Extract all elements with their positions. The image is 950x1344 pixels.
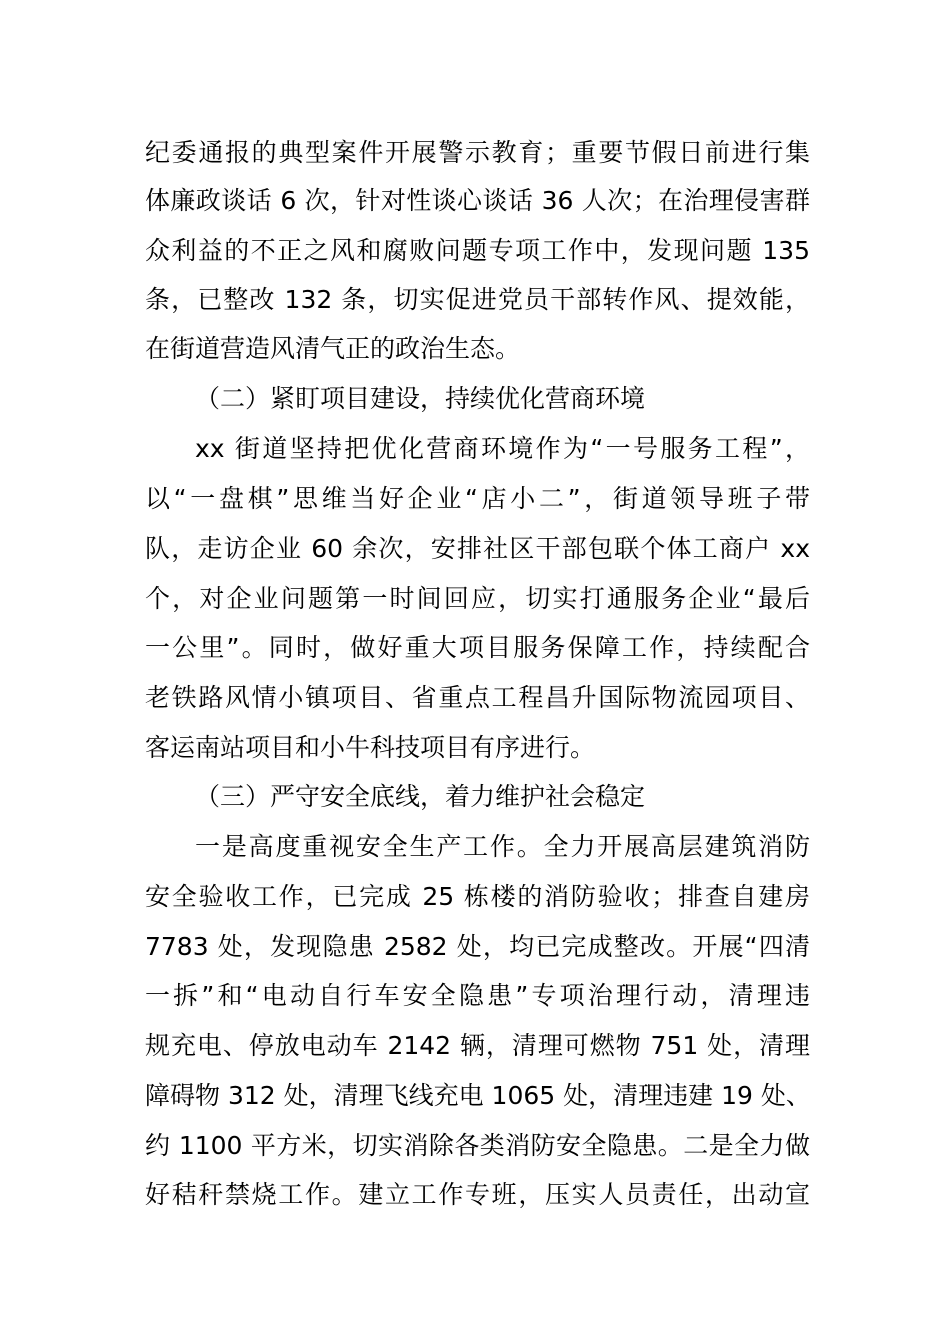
section-heading: （二）紧盯项目建设，持续优化营商环境 (195, 384, 646, 413)
text-line: 个，对企业问题第一时间回应，切实打通服务企业“最后 (145, 584, 810, 613)
section-heading: （三）严守安全底线，着力维护社会稳定 (195, 782, 646, 811)
text-line: 7783 处，发现隐患 2582 处，均已完成整改。开展“四清 (145, 932, 810, 961)
text-line: 安全验收工作，已完成 25 栋楼的消防验收；排查自建房 (145, 882, 810, 911)
text-line: 以“一盘棋”思维当好企业“店小二”，街道领导班子带 (145, 484, 810, 513)
text-line: 条，已整改 132 条，切实促进党员干部转作风、提效能， (145, 285, 810, 314)
text-line: 队，走访企业 60 余次，安排社区干部包联个体工商户 xx (145, 534, 810, 563)
text-line: 客运南站项目和小牛科技项目有序进行。 (145, 733, 596, 762)
text-line: 规充电、停放电动车 2142 辆，清理可燃物 751 处，清理 (145, 1031, 810, 1060)
text-line: 纪委通报的典型案件开展警示教育；重要节假日前进行集 (145, 138, 810, 167)
text-line: 老铁路风情小镇项目、省重点工程昌升国际物流园项目、 (145, 683, 810, 712)
text-line: 一是高度重视安全生产工作。全力开展高层建筑消防 (195, 832, 810, 861)
text-line: 好秸秆禁烧工作。建立工作专班，压实人员责任，出动宣 (145, 1180, 810, 1209)
text-line: 一拆”和“电动自行车安全隐患”专项治理行动，清理违 (145, 981, 810, 1010)
text-line: 在街道营造风清气正的政治生态。 (145, 334, 521, 363)
text-line: 一公里”。同时，做好重大项目服务保障工作，持续配合 (145, 633, 810, 662)
text-line: 约 1100 平方米，切实消除各类消防安全隐患。二是全力做 (145, 1131, 810, 1160)
text-line: 体廉政谈话 6 次，针对性谈心谈话 36 人次；在治理侵害群 (145, 186, 810, 215)
text-line: 众利益的不正之风和腐败问题专项工作中，发现问题 135 (145, 236, 810, 265)
text-line: 障碍物 312 处，清理飞线充电 1065 处，清理违建 19 处、 (145, 1081, 811, 1110)
text-line: xx 街道坚持把优化营商环境作为“一号服务工程”， (195, 434, 810, 463)
